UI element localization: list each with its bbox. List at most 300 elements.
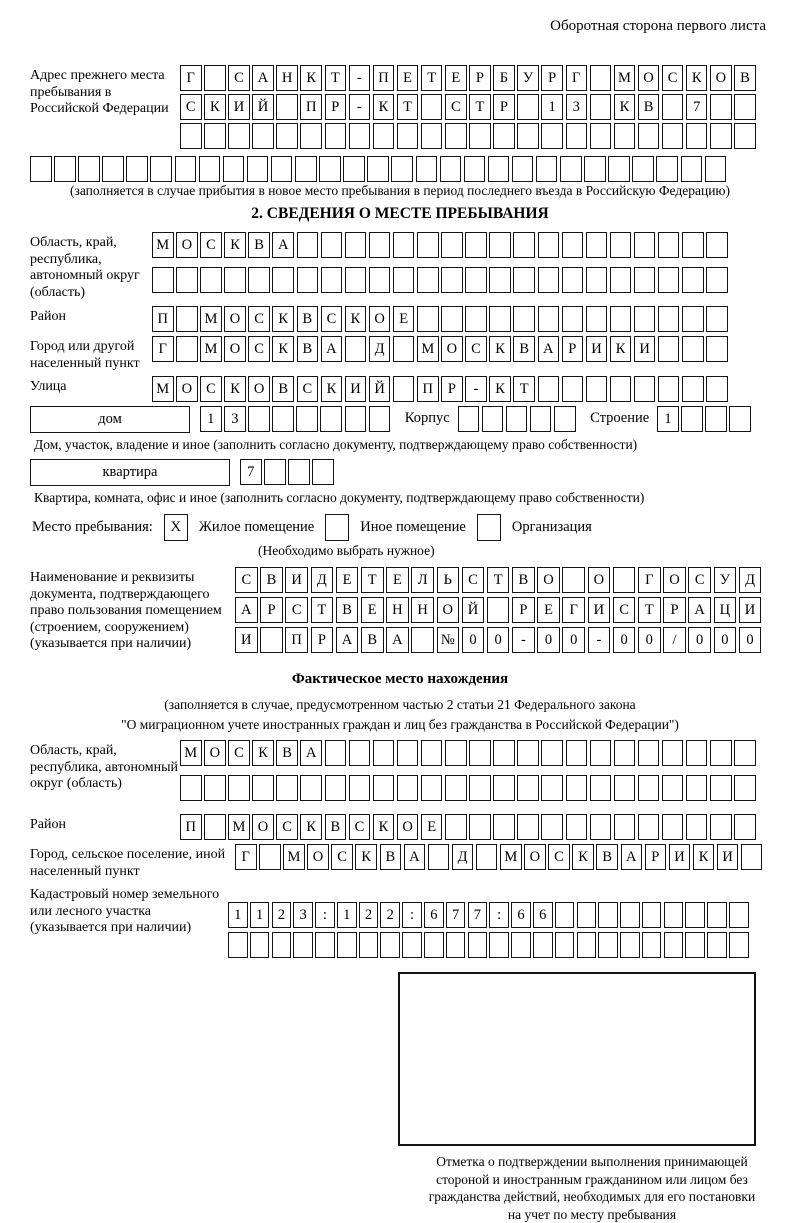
char-box: П (285, 627, 308, 653)
char-box: 0 (739, 627, 762, 653)
char-box: Г (566, 65, 588, 91)
char-box (393, 336, 415, 362)
char-box: В (297, 336, 319, 362)
char-box (590, 740, 612, 766)
char-box (517, 740, 539, 766)
char-box: С (200, 376, 222, 402)
char-box (493, 775, 515, 801)
char-box: 0 (638, 627, 661, 653)
char-box: К (204, 94, 226, 120)
char-box (710, 814, 732, 840)
char-box: Т (397, 94, 419, 120)
char-box: В (380, 844, 402, 870)
char-box (506, 406, 528, 432)
char-box (373, 123, 395, 149)
char-box (493, 814, 515, 840)
char-box: В (248, 232, 270, 258)
char-box (590, 814, 612, 840)
char-box (204, 123, 226, 149)
char-box: 0 (487, 627, 510, 653)
char-box (638, 123, 660, 149)
char-box: Р (441, 376, 463, 402)
char-box (584, 156, 606, 182)
char-box (325, 123, 347, 149)
char-box (373, 775, 395, 801)
char-box (421, 740, 443, 766)
char-box (662, 123, 684, 149)
char-box: Й (369, 376, 391, 402)
char-box (224, 267, 246, 293)
char-box (638, 814, 660, 840)
apartment-note: Квартира, комната, офис и иное (заполнить согласно документу, подтверждающему право собственности) (34, 490, 770, 506)
char-box (662, 775, 684, 801)
char-box: О (248, 376, 270, 402)
char-box: В (272, 376, 294, 402)
char-box (707, 932, 727, 958)
street-label: Улица (30, 376, 152, 396)
char-box (620, 902, 640, 928)
char-box: С (200, 232, 222, 258)
char-box (393, 267, 415, 293)
char-box (175, 156, 197, 182)
char-box (598, 932, 618, 958)
char-box: Т (513, 376, 535, 402)
char-box: К (373, 94, 395, 120)
char-box: К (300, 65, 322, 91)
char-box (562, 376, 584, 402)
char-box (487, 597, 510, 623)
char-box: Р (512, 597, 535, 623)
char-box (469, 123, 491, 149)
char-box (276, 94, 298, 120)
char-box: А (688, 597, 711, 623)
char-box (417, 232, 439, 258)
char-box (530, 406, 552, 432)
apartment-block (30, 459, 770, 486)
char-box: № (437, 627, 460, 653)
prev-address-row-2 (180, 94, 758, 120)
char-box: К (572, 844, 594, 870)
char-box: С (235, 567, 258, 593)
char-box (613, 567, 636, 593)
char-box (710, 775, 732, 801)
char-box: 7 (446, 902, 466, 928)
region-label: Область, край, республика, автономный округ (область) (30, 232, 152, 301)
char-box (538, 267, 560, 293)
char-box (468, 932, 488, 958)
char-box (741, 844, 763, 870)
char-box (176, 306, 198, 332)
char-box: Е (397, 65, 419, 91)
char-box (586, 267, 608, 293)
stay-type-block (32, 514, 770, 541)
char-box (441, 306, 463, 332)
char-box: В (638, 94, 660, 120)
prev-address-block (30, 65, 770, 152)
char-box (440, 156, 462, 182)
char-box: Й (252, 94, 274, 120)
char-box (682, 376, 704, 402)
char-box (428, 844, 450, 870)
char-box: О (397, 814, 419, 840)
prev-address-row-4 (30, 156, 770, 182)
char-box (682, 336, 704, 362)
char-box (369, 406, 391, 432)
char-box: 0 (688, 627, 711, 653)
char-box (533, 932, 553, 958)
char-box: С (180, 94, 202, 120)
char-box: Т (421, 65, 443, 91)
char-box: - (349, 94, 371, 120)
char-box: - (512, 627, 535, 653)
char-box (343, 156, 365, 182)
checkbox-other-premises (325, 514, 349, 541)
district-block (30, 306, 770, 332)
char-box: О (369, 306, 391, 332)
char-box (686, 740, 708, 766)
char-box (706, 232, 728, 258)
cadastral-row-2 (228, 932, 751, 958)
char-box: П (152, 306, 174, 332)
char-box (493, 740, 515, 766)
char-box (658, 232, 680, 258)
char-box: К (321, 376, 343, 402)
char-box (489, 306, 511, 332)
char-box (513, 306, 535, 332)
apartment-cells (240, 459, 336, 485)
char-box (260, 627, 283, 653)
district-row (152, 306, 730, 332)
char-box (320, 406, 342, 432)
char-box: М (200, 306, 222, 332)
char-box (345, 406, 367, 432)
char-box: К (272, 336, 294, 362)
char-box (297, 267, 319, 293)
char-box (349, 123, 371, 149)
char-box (577, 902, 597, 928)
char-box: Н (276, 65, 298, 91)
document-row-3 (235, 627, 764, 653)
char-box (441, 232, 463, 258)
char-box (734, 740, 756, 766)
cadastral-block (30, 884, 770, 962)
char-box (562, 567, 585, 593)
char-box (152, 267, 174, 293)
char-box (337, 932, 357, 958)
char-box (417, 306, 439, 332)
char-box: А (321, 336, 343, 362)
char-box (686, 123, 708, 149)
char-box (706, 306, 728, 332)
char-box: 3 (566, 94, 588, 120)
char-box: М (200, 336, 222, 362)
document-label: Наименование и реквизиты документа, подтверждающего право пользования помещением (строением, сооружением) (указывается при наличии) (30, 567, 235, 653)
char-box: П (373, 65, 395, 91)
char-box (658, 376, 680, 402)
char-box (681, 156, 703, 182)
house-label-box: дом (30, 406, 190, 433)
char-box (272, 932, 292, 958)
char-box (416, 156, 438, 182)
char-box (614, 775, 636, 801)
char-box: К (224, 376, 246, 402)
char-box: Р (562, 336, 584, 362)
char-box (513, 232, 535, 258)
char-box (562, 267, 584, 293)
char-box: Ц (714, 597, 737, 623)
char-box (685, 902, 705, 928)
char-box (321, 267, 343, 293)
char-box (248, 267, 270, 293)
char-box (555, 932, 575, 958)
char-box: М (180, 740, 202, 766)
char-box (685, 932, 705, 958)
actual-region-row-1 (180, 740, 758, 766)
char-box (252, 123, 274, 149)
char-box (682, 267, 704, 293)
char-box: В (734, 65, 756, 91)
char-box (562, 306, 584, 332)
char-box (228, 123, 250, 149)
char-box (293, 932, 313, 958)
char-box: О (524, 844, 546, 870)
char-box (126, 156, 148, 182)
char-box (608, 156, 630, 182)
char-box: Т (487, 567, 510, 593)
char-box (276, 775, 298, 801)
char-box (349, 775, 371, 801)
char-box (300, 123, 322, 149)
char-box (517, 94, 539, 120)
char-box (465, 306, 487, 332)
char-box: Т (311, 597, 334, 623)
actual-region-block (30, 740, 770, 810)
char-box (706, 267, 728, 293)
char-box (658, 336, 680, 362)
cadastral-label: Кадастровый номер земельного или лесного участка (указывается при наличии) (30, 884, 228, 937)
page-side-note: Оборотная сторона первого листа (30, 18, 766, 35)
char-box (710, 123, 732, 149)
char-box: И (717, 844, 739, 870)
region-row-1 (152, 232, 730, 258)
char-box: К (300, 814, 322, 840)
char-box: 1 (228, 902, 248, 928)
char-box: 0 (462, 627, 485, 653)
char-box (511, 932, 531, 958)
char-box (441, 267, 463, 293)
char-box (271, 156, 293, 182)
char-box: М (614, 65, 636, 91)
char-box: - (349, 65, 371, 91)
char-box (566, 123, 588, 149)
stay-type-note: (Необходимо выбрать нужное) (258, 543, 770, 559)
stroenie-label: Строение (590, 410, 649, 427)
char-box (586, 376, 608, 402)
char-box: О (224, 336, 246, 362)
char-box: Р (645, 844, 667, 870)
char-box (380, 932, 400, 958)
char-box (513, 267, 535, 293)
char-box: С (228, 740, 250, 766)
char-box (729, 932, 749, 958)
char-box (590, 94, 612, 120)
char-box (200, 267, 222, 293)
checkbox-organization (477, 514, 501, 541)
char-box: 0 (537, 627, 560, 653)
char-box: О (224, 306, 246, 332)
char-box (493, 123, 515, 149)
char-box: М (283, 844, 305, 870)
char-box: И (669, 844, 691, 870)
char-box (228, 932, 248, 958)
char-box: И (345, 376, 367, 402)
char-box (517, 775, 539, 801)
char-box (345, 232, 367, 258)
char-box: П (300, 94, 322, 120)
char-box (469, 775, 491, 801)
char-box: А (300, 740, 322, 766)
char-box: В (512, 567, 535, 593)
char-box: П (417, 376, 439, 402)
char-box: О (307, 844, 329, 870)
char-box: И (586, 336, 608, 362)
char-box (465, 232, 487, 258)
char-box (312, 459, 334, 485)
char-box (598, 902, 618, 928)
char-box (325, 740, 347, 766)
char-box: В (513, 336, 535, 362)
char-box: Р (493, 94, 515, 120)
char-box: Е (336, 567, 359, 593)
char-box: А (621, 844, 643, 870)
char-box: О (537, 567, 560, 593)
char-box: П (180, 814, 202, 840)
char-box (421, 775, 443, 801)
char-box: К (345, 306, 367, 332)
document-block (30, 567, 770, 657)
char-box (349, 740, 371, 766)
char-box: К (686, 65, 708, 91)
char-box (276, 123, 298, 149)
char-box (566, 740, 588, 766)
char-box (367, 156, 389, 182)
actual-region-label: Область, край, республика, автономный округ (область) (30, 740, 180, 793)
char-box (325, 775, 347, 801)
char-box: К (610, 336, 632, 362)
section2-title: 2. СВЕДЕНИЯ О МЕСТЕ ПРЕБЫВАНИЯ (30, 205, 770, 223)
char-box: / (663, 627, 686, 653)
char-box: С (613, 597, 636, 623)
char-box (373, 740, 395, 766)
char-box: И (634, 336, 656, 362)
char-box (176, 336, 198, 362)
confirmation-stamp-box (398, 972, 756, 1146)
char-box: 7 (686, 94, 708, 120)
char-box: Д (369, 336, 391, 362)
char-box: И (588, 597, 611, 623)
char-box (620, 932, 640, 958)
char-box (590, 123, 612, 149)
char-box: Е (361, 597, 384, 623)
stamp-note-line-1: Отметка о подтверждении выполнения принимающей (390, 1153, 794, 1171)
char-box (393, 376, 415, 402)
char-box: Д (739, 567, 762, 593)
actual-location-note-2: "О миграционном учете иностранных граждан и лиц без гражданства в Российской Федерации") (30, 716, 770, 734)
char-box: О (252, 814, 274, 840)
street-block (30, 376, 770, 402)
char-box (445, 775, 467, 801)
char-box: К (489, 336, 511, 362)
prev-address-note: (заполняется в случае прибытия в новое место пребывания в период последнего въезда в Российскую Федерацию) (30, 183, 770, 199)
char-box (614, 814, 636, 840)
char-box (706, 376, 728, 402)
char-box: И (228, 94, 250, 120)
char-box: С (276, 814, 298, 840)
char-box: К (224, 232, 246, 258)
char-box: А (336, 627, 359, 653)
char-box (54, 156, 76, 182)
char-box (536, 156, 558, 182)
char-box (489, 932, 509, 958)
char-box: С (688, 567, 711, 593)
char-box: 2 (380, 902, 400, 928)
char-box: Т (638, 597, 661, 623)
char-box: - (465, 376, 487, 402)
char-box (706, 336, 728, 362)
char-box (315, 932, 335, 958)
prev-address-row-1 (180, 65, 758, 91)
char-box: Т (469, 94, 491, 120)
char-box: К (373, 814, 395, 840)
char-box: М (417, 336, 439, 362)
char-box (446, 932, 466, 958)
char-box: С (321, 306, 343, 332)
char-box: 0 (562, 627, 585, 653)
actual-location-title: Фактическое место нахождения (30, 671, 770, 688)
stroenie-cells (657, 406, 753, 432)
char-box: В (276, 740, 298, 766)
char-box (199, 156, 221, 182)
char-box: К (272, 306, 294, 332)
char-box (359, 932, 379, 958)
char-box: 1 (541, 94, 563, 120)
char-box: К (614, 94, 636, 120)
actual-district-label: Район (30, 814, 180, 834)
char-box: С (248, 336, 270, 362)
char-box (517, 814, 539, 840)
char-box (734, 94, 756, 120)
char-box: 7 (240, 459, 262, 485)
char-box: Р (541, 65, 563, 91)
char-box: Ь (437, 567, 460, 593)
char-box (319, 156, 341, 182)
char-box (634, 267, 656, 293)
char-box: Р (469, 65, 491, 91)
char-box (610, 267, 632, 293)
char-box: 1 (657, 406, 679, 432)
char-box (642, 932, 662, 958)
option-residential-label: Жилое помещение (199, 519, 314, 536)
document-row-2 (235, 597, 764, 623)
char-box: 2 (359, 902, 379, 928)
char-box (586, 232, 608, 258)
char-box (469, 814, 491, 840)
char-box (488, 156, 510, 182)
char-box (590, 775, 612, 801)
char-box (729, 406, 751, 432)
char-box (705, 156, 727, 182)
char-box (397, 740, 419, 766)
